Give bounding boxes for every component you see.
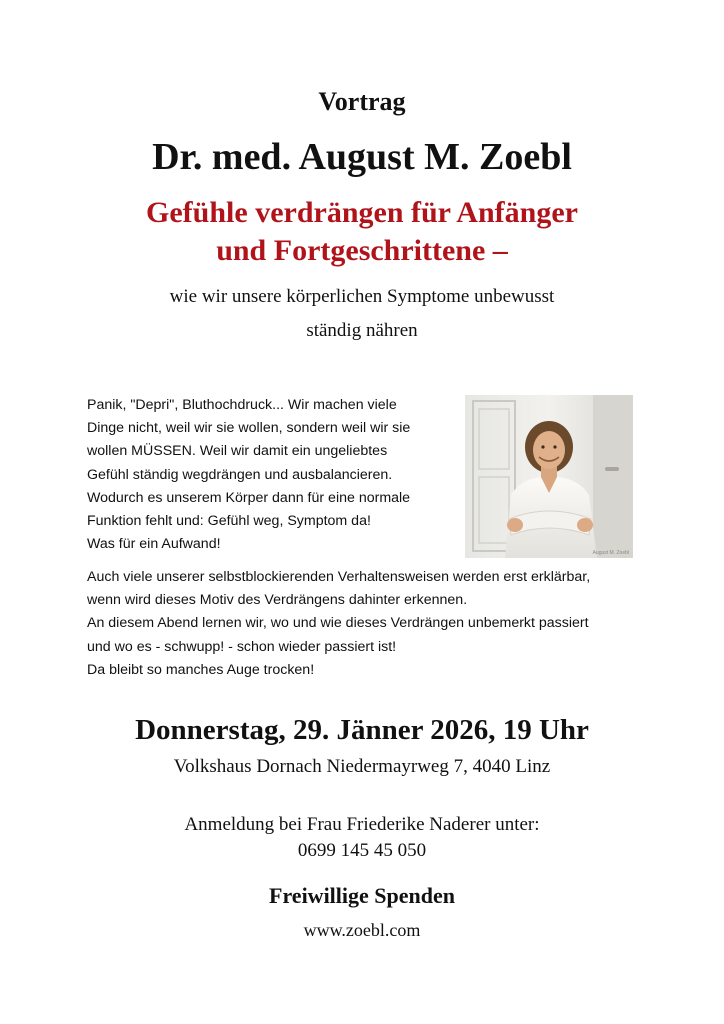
talk-title-line-2: und Fortgeschrittene –: [216, 234, 508, 267]
intro-line: wollen MÜSSEN. Weil wir damit ein ungeliebtes: [87, 443, 388, 460]
event-venue: Volkshaus Dornach Niedermayrweg 7, 4040 Linz: [173, 756, 551, 777]
intro-line: Was für ein Aufwand!: [87, 536, 221, 553]
event-date: Donnerstag, 29. Jänner 2026, 19 Uhr: [135, 714, 589, 746]
event-type-label: Vortrag: [318, 87, 406, 116]
description-line: wenn wird dieses Motiv des Verdrängens dahinter erkennen.: [87, 592, 468, 609]
subtitle-line-2: ständig nähren: [306, 320, 418, 341]
donations-note: Freiwillige Spenden: [269, 883, 455, 908]
registration-note: Anmeldung bei Frau Friederike Naderer unter:: [184, 814, 540, 835]
intro-line: Wodurch es unserem Körper dann für eine normale: [87, 489, 411, 506]
speaker-name: Dr. med. August M. Zoebl: [152, 136, 572, 178]
website-link[interactable]: www.zoebl.com: [303, 920, 421, 940]
registration-phone: 0699 145 45 050: [297, 840, 427, 861]
description-paragraph: [87, 566, 647, 682]
description-line: Auch viele unserer selbstblockierenden Verhaltensweisen werden erst erklärbar,: [87, 569, 591, 585]
intro-line: Dinge nicht, weil wir sie wollen, sondern weil wir sie: [87, 420, 411, 437]
talk-title-line-1: Gefühle verdrängen für Anfänger: [146, 196, 578, 229]
subtitle-line-1: wie wir unsere körperlichen Symptome unbewusst: [169, 286, 555, 307]
intro-line: Gefühl ständig wegdrängen und ausbalancieren.: [87, 466, 393, 483]
speaker-photo: [465, 395, 633, 558]
description-line: und wo es - schwupp! - schon wieder passiert ist!: [87, 638, 397, 655]
description-line: An diesem Abend lernen wir, wo und wie dieses Verdrängen unbemerkt passiert: [87, 615, 589, 632]
intro-line: Panik, "Depri", Bluthochdruck... Wir machen viele: [87, 397, 397, 413]
intro-line: Funktion fehlt und: Gefühl weg, Symptom da!: [87, 513, 371, 530]
intro-paragraph: [87, 394, 457, 556]
photo-caption: August M. Zoebl: [592, 550, 629, 556]
description-line: Da bleibt so manches Auge trocken!: [87, 661, 315, 678]
